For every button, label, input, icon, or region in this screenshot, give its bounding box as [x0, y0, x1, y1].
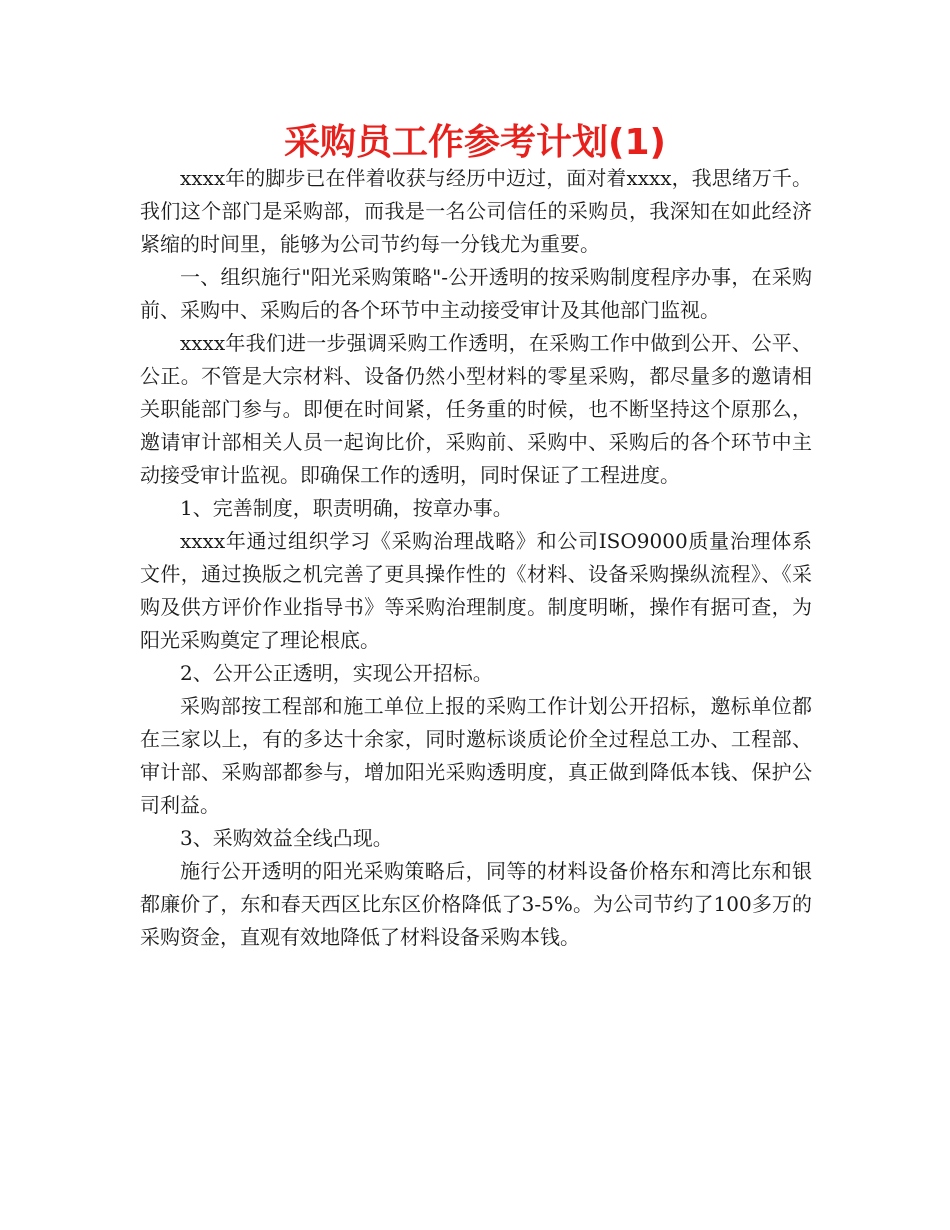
paragraph-item-3-heading: 3、采购效益全线凸现。 — [180, 826, 393, 850]
paragraph-item-3-body: 施行公开透明的阳光采购策略后，同等的材料设备价格东和湾比东和银都廉价了，东和春天西区比东区价格降低了3-5%。为公司节约了100多万的采购资金，直观有效地降低了材料设备采购本钱。 — [140, 859, 812, 949]
paragraph-item-2-heading: 2、公开公正透明，实现公开招标。 — [180, 661, 493, 685]
paragraph-section-one: 一、组织施行"阳光采购策略"-公开透明的按采购制度程序办事，在采购前、采购中、采购后的各个环节中主动接受审计及其他部门监视。 — [140, 265, 812, 322]
paragraph-transparency: xxxx年我们进一步强调采购工作透明，在采购工作中做到公开、公平、公正。不管是大宗材料、设备仍然小型材料的零星采购，都尽量多的邀请相关职能部门参与。即便在时间紧，任务重的时候，也不断坚持这个原那么，邀请审计部相关人员一起询比价，采购前、采购中、采购后的各个环节中主动接受审计监视。即确保工作的透明，同时保证了工程进度。 — [140, 331, 812, 487]
paragraph-item-1-body: xxxx年通过组织学习《采购治理战略》和公司ISO9000质量治理体系文件，通过换版之机完善了更具操作性的《材料、设备采购操纵流程》、《采购及供方评价作业指导书》等采购治理制度。制度明晰，操作有据可查，为阳光采购奠定了理论根底。 — [140, 529, 812, 652]
paragraph-item-2-body: 采购部按工程部和施工单位上报的采购工作计划公开招标，邀标单位都在三家以上，有的多达十余家，同时邀标谈质论价全过程总工办、工程部、审计部、采购部都参与，增加阳光采购透明度，真正做到降低本钱、保护公司利益。 — [140, 694, 812, 817]
paragraph-intro: xxxx年的脚步已在伴着收获与经历中迈过，面对着xxxx，我思绪万千。我们这个部门是采购部，而我是一名公司信任的采购员，我深知在如此经济紧缩的时间里，能够为公司节约每一分钱尤为重要。 — [140, 166, 812, 256]
document-body — [140, 162, 812, 954]
document-title: 采购员工作参考计划(1) — [284, 122, 666, 163]
paragraph-item-1-heading: 1、完善制度，职责明确，按章办事。 — [180, 496, 513, 520]
